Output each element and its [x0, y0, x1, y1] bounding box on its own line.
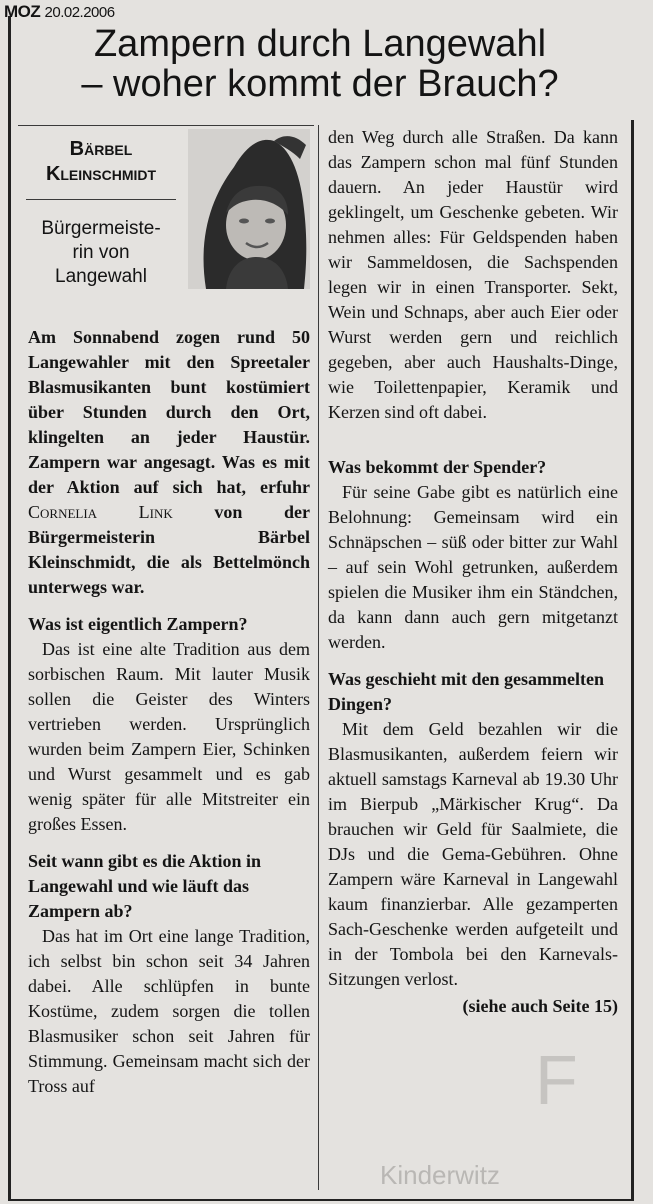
bleed-through-letter: F — [535, 1041, 578, 1119]
author-role-line-3: Langewahl — [55, 266, 147, 287]
left-border — [8, 16, 11, 1201]
author-last-name: Kleinschmidt — [45, 163, 157, 185]
question-3: Was bekommt der Spender? — [328, 457, 547, 477]
source-label: MOZ — [4, 2, 41, 21]
author-name-rule — [26, 199, 176, 200]
answer-2-part-2: den Weg durch alle Straßen. Da kann das Zampern schon mal fünf Stunden dauern. An jeder Haustür wird geklingelt, um Geschenke gebeten. Wir nehmen alles: Für Geldspenden haben wir Sammeldosen, die Sachspenden legen wir in einen Transporter. Sekt, Wein und Schnaps, aber auch Eier oder Wurst werden gern und reichlich gegeben, aber auch Haushalts-Dinge, wie Toilettenpapier, Keramik und Kerzen sind oft dabei. — [328, 127, 618, 422]
column-divider — [318, 125, 319, 1190]
lead-paragraph — [28, 325, 310, 600]
headline-line-2: – woher kommt der Brauch? — [81, 63, 559, 105]
answer-2-part-1: Das hat im Ort eine lange Tradition, ich selbst bin schon seit 34 Jahren dabei. Alle schlüpfen in bunte Kostüme, zudem sorgen die tollen Blasmusiker schon seit Jahren für Stimmung. Gemeinsam macht sich der Tross auf — [28, 926, 310, 1096]
lead-text: Am Sonnabend zogen rund 50 Langewahler mit den Spreetaler Blasmusikanten bunt kostümiert über Stunden durch den Ort, klingelten an jeder Haustür. Zampern war angesagt. Was es mit der Aktion auf sich hat, erfuhr — [28, 327, 310, 497]
author-first-name: Bärbel — [69, 138, 133, 160]
right-column — [328, 125, 618, 1019]
author-role-line-1: Bürgermeiste- — [41, 218, 161, 239]
answer-3: Für seine Gabe gibt es natürlich eine Belohnung: Gemeinsam wird ein Schnäpschen – süß oder bitter zur Wahl – auf sein Wohl getrunken, außerdem spielen die Musiker ihm ein Ständchen, da kann dann auch gern mitgetanzt werden. — [328, 482, 618, 652]
see-also-reference: (siehe auch Seite 15) — [462, 996, 618, 1016]
author-box-top-rule — [18, 125, 314, 126]
source-date: 20.02.2006 — [44, 4, 115, 21]
question-1: Was ist eigentlich Zampern? — [28, 614, 248, 634]
bleed-through-text: Kinderwitz — [380, 1160, 500, 1190]
left-column — [28, 325, 310, 1099]
answer-1: Das ist eine alte Tradition aus dem sorbischen Raum. Mit lauter Musik sollen die Geister des Winters vertrieben werden. Ursprünglich wurden beim Zampern Eier, Schinken und Wurst gesammelt und es gab wenig später für alle Mitstreiter ein großes Essen. — [28, 639, 310, 834]
lead-text-end: von der Bürgermeisterin Bärbel Kleinschmidt, die als Bettelmönch unterwegs war. — [28, 502, 311, 597]
reporter-name: Cornelia Link — [28, 502, 173, 522]
question-2: Seit wann gibt es die Aktion in Langewahl und wie läuft das Zampern ab? — [28, 851, 262, 921]
headline — [10, 24, 630, 104]
answer-4: Mit dem Geld bezahlen wir die Blasmusikanten, außerdem feiern wir aktuell samstags Karneval ab 19.30 Uhr im Bierpub „Märkischer Krug“. Da brauchen wir Geld für Saalmiete, die DJs und die Gema-Gebühren. Ohne Zampern wäre Karneval in Langewahl kaum finanzierbar. Alle gezamperten Sach-Geschenke werden aufgeteilt und in der Tombola bei den Karnevals-Sitzungen verlost. — [328, 719, 618, 989]
question-4: Was geschieht mit den gesammelten Dingen? — [328, 669, 604, 714]
bottom-border — [8, 1199, 633, 1201]
author-name — [20, 137, 182, 187]
right-border — [631, 120, 634, 1201]
source-stamp — [4, 2, 115, 22]
author-role-line-2: rin von — [72, 242, 130, 263]
author-photo — [188, 129, 310, 289]
author-role — [20, 217, 182, 289]
headline-line-1: Zampern durch Langewahl — [93, 23, 547, 65]
author-box — [20, 129, 310, 299]
